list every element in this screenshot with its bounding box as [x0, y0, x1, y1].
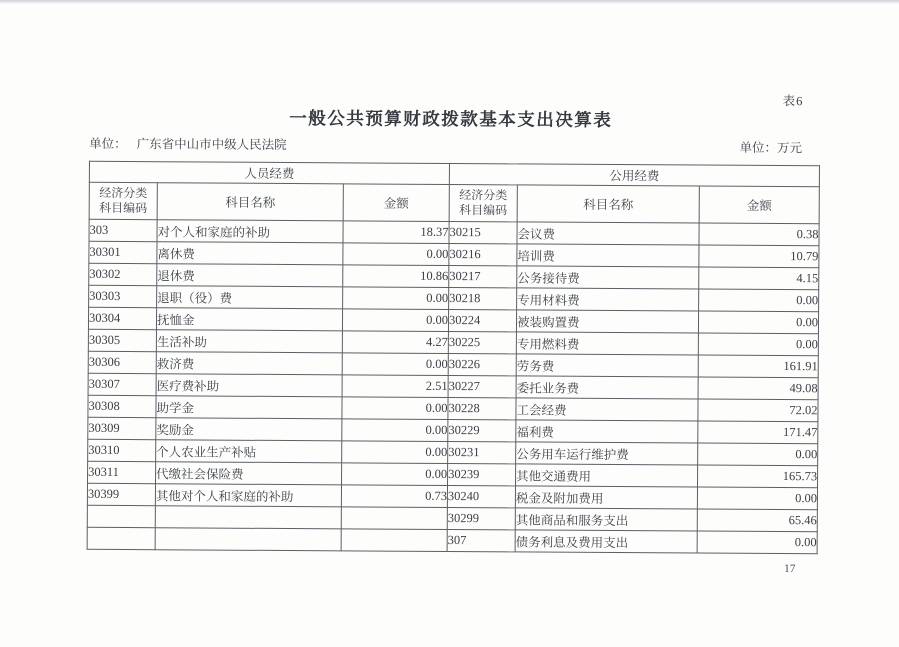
code-cell: 30224	[448, 309, 516, 331]
code-cell: 30239	[448, 463, 516, 485]
page-title: 一般公共预算财政拨款基本支出决算表	[289, 108, 613, 130]
amount-cell	[341, 529, 447, 552]
table-number-tag: 表6	[782, 94, 804, 109]
code-cell: 30301	[89, 241, 157, 263]
code-cell: 307	[447, 529, 515, 551]
code-cell	[87, 505, 155, 527]
code-cell: 30304	[88, 307, 156, 329]
code-header-line1: 经济分类	[99, 185, 148, 201]
code-cell: 30227	[448, 375, 516, 397]
name-cell: 专用材料费	[517, 288, 699, 311]
code-cell: 30215	[449, 221, 517, 243]
amount-cell: 0.00	[342, 309, 448, 332]
name-cell: 其他交通费用	[516, 464, 698, 487]
code-cell: 30218	[449, 287, 517, 309]
name-cell: 会议费	[517, 222, 699, 245]
name-cell: 对个人和家庭的补助	[157, 220, 343, 243]
code-cell: 30302	[89, 263, 157, 285]
code-cell: 30229	[448, 419, 516, 441]
name-cell: 助学金	[156, 396, 342, 419]
name-cell: 救济费	[156, 352, 342, 375]
name-cell: 其他商品和服务支出	[515, 508, 697, 531]
name-cell: 离休费	[157, 242, 343, 265]
col-header-code-right	[449, 184, 517, 221]
code-cell: 30217	[449, 265, 517, 287]
code-cell	[87, 527, 155, 549]
amount-cell: 0.00	[698, 311, 818, 334]
amount-cell: 10.86	[343, 265, 449, 288]
amount-cell: 18.37	[343, 221, 449, 244]
name-cell: 退休费	[157, 264, 343, 287]
amount-cell: 72.02	[698, 399, 818, 422]
unit-label: 单位：	[89, 136, 127, 152]
amount-cell: 0.00	[697, 531, 817, 554]
code-cell: 30225	[448, 331, 516, 353]
amount-cell: 65.46	[697, 509, 817, 532]
unit-name: 广东省中山市中级人民法院	[136, 137, 287, 153]
column-header-row	[89, 182, 819, 223]
name-cell: 专用燃料费	[516, 332, 698, 355]
amount-cell: 0.00	[698, 443, 818, 466]
col-header-name-left: 科目名称	[157, 183, 343, 221]
code-header-line2: 科目编码	[99, 200, 148, 216]
code-cell: 30226	[448, 353, 516, 375]
code-cell: 30216	[449, 243, 517, 265]
page-number: 17	[783, 563, 796, 576]
amount-cell: 10.79	[699, 245, 819, 268]
expenditure-table	[87, 161, 820, 554]
currency-unit: 单位：万元	[739, 140, 803, 156]
name-cell	[155, 506, 341, 529]
name-cell: 公务接待费	[517, 266, 699, 289]
amount-cell: 0.00	[342, 463, 448, 486]
amount-cell: 0.00	[342, 397, 448, 420]
code-cell: 30309	[88, 417, 156, 439]
name-cell: 退职（役）费	[157, 286, 343, 309]
public-funds-header: 公用经费	[449, 163, 819, 186]
name-cell: 被装购置费	[516, 310, 698, 333]
name-cell: 医疗费补助	[156, 374, 342, 397]
name-cell: 税金及附加费用	[515, 486, 697, 509]
code-cell: 30307	[88, 373, 156, 395]
reporting-unit	[89, 134, 287, 153]
code-cell: 30310	[88, 439, 156, 461]
code-cell: 30231	[448, 441, 516, 463]
name-cell: 工会经费	[516, 398, 698, 421]
amount-cell: 0.00	[342, 441, 448, 464]
name-cell: 福利费	[516, 420, 698, 443]
amount-cell: 165.73	[698, 465, 818, 488]
amount-cell: 0.00	[698, 333, 818, 356]
code-cell: 303	[89, 219, 157, 241]
amount-cell: 0.00	[343, 287, 449, 310]
name-cell: 其他对个人和家庭的补助	[155, 484, 341, 507]
name-cell: 培训费	[517, 244, 699, 267]
name-cell: 生活补助	[156, 330, 342, 353]
amount-cell: 161.91	[698, 355, 818, 378]
name-cell: 公务用车运行维护费	[516, 442, 698, 465]
amount-cell: 0.00	[343, 243, 449, 266]
personnel-funds-header: 人员经费	[89, 161, 449, 184]
name-cell: 抚恤金	[156, 308, 342, 331]
code-cell: 30228	[448, 397, 516, 419]
name-cell: 代缴社会保险费	[156, 462, 342, 485]
unit-info-row	[89, 134, 802, 156]
name-cell: 奖励金	[156, 418, 342, 441]
name-cell: 个人农业生产补贴	[156, 440, 342, 463]
code-cell: 30305	[88, 329, 156, 351]
code-cell: 30303	[89, 285, 157, 307]
amount-cell: 4.15	[699, 267, 819, 290]
amount-cell: 0.00	[342, 419, 448, 442]
name-cell	[155, 528, 341, 551]
name-cell: 债务利息及费用支出	[515, 530, 697, 553]
code-header-line1: 经济分类	[459, 188, 508, 203]
amount-cell: 0.73	[341, 485, 447, 508]
amount-cell	[341, 507, 447, 530]
code-cell: 30308	[88, 395, 156, 417]
col-header-name-right: 科目名称	[517, 185, 699, 223]
col-header-code-left	[89, 182, 157, 219]
amount-cell: 49.08	[698, 377, 818, 400]
amount-cell: 2.51	[342, 375, 448, 398]
code-cell: 30240	[447, 485, 515, 507]
col-header-amount-right: 金额	[699, 186, 819, 224]
name-cell: 委托业务费	[516, 376, 698, 399]
code-cell: 30399	[87, 483, 155, 505]
amount-cell: 0.00	[699, 289, 819, 312]
amount-cell: 0.00	[697, 487, 817, 510]
table-row	[87, 527, 817, 553]
amount-cell: 0.00	[342, 353, 448, 376]
amount-cell: 4.27	[342, 331, 448, 354]
code-cell: 30311	[88, 461, 156, 483]
code-header-line2: 科目编码	[459, 203, 508, 218]
amount-cell: 171.47	[698, 421, 818, 444]
name-cell: 劳务费	[516, 354, 698, 377]
col-header-amount-left: 金额	[343, 184, 449, 222]
code-cell: 30299	[447, 507, 515, 529]
code-cell: 30306	[88, 351, 156, 373]
amount-cell: 0.38	[699, 223, 819, 246]
